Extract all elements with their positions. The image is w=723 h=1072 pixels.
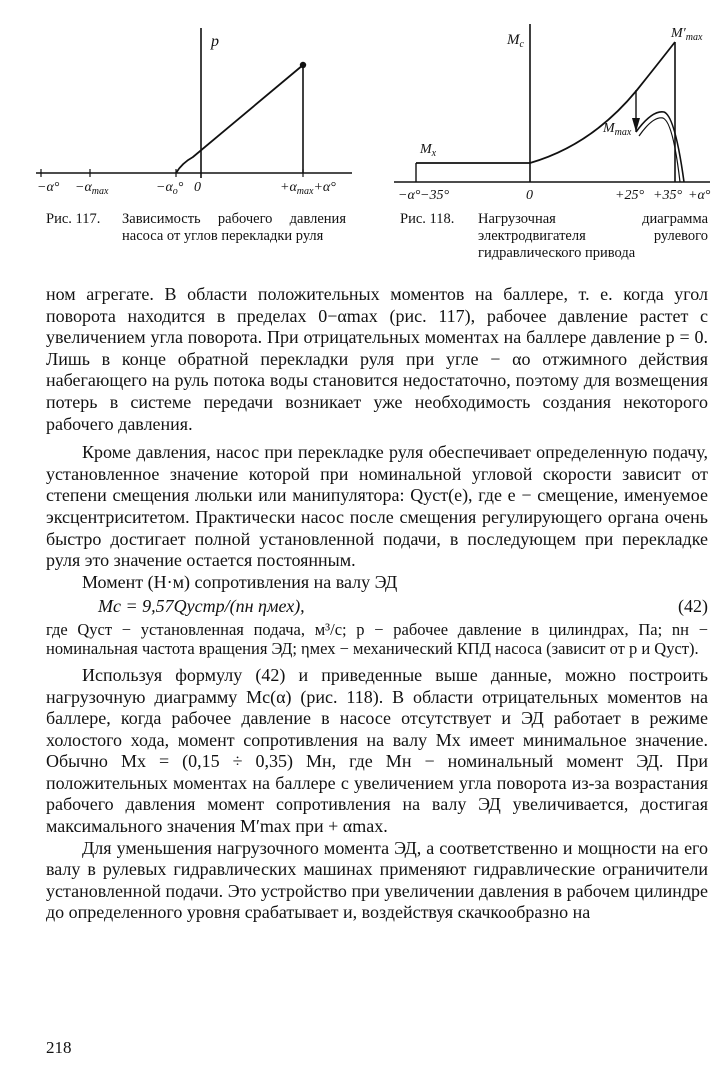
fig118-limited-curve	[636, 112, 684, 182]
formula-text: Mс = 9,57Qустp/(nн ηмех),	[98, 596, 305, 617]
paragraph-2: Кроме давления, насос при перекладке руля обеспечивает определенную подачу, установленное значение которой при номинальной угловой скорости зависит от степени смещения люльки или манипулятора: Qуст(e), где e − смещение, именуемое эксцентриситетом. Практически насос после смещения регулирующего органа очень быстро достигает полной установленной подачи, в последующем при перекладке руля это значение остается постоянным.	[46, 442, 708, 571]
body-text	[46, 284, 708, 924]
fig118-tick-label: +25°	[615, 188, 645, 200]
fig117-max-point	[300, 62, 306, 68]
fig118-y-label: $M_c$	[507, 32, 524, 50]
figure-117-caption	[46, 211, 356, 265]
fig118-mmax-label: $M_{max}$	[603, 121, 632, 138]
fig117-caption-number: Рис. 117.	[46, 211, 101, 227]
fig118-tick-label: +35°	[653, 188, 683, 200]
fig118-arrow-head	[632, 118, 640, 132]
paragraph-4: где Qуст − установленная подача, м³/с; p − рабочее давление в цилиндрах, Па; nн − номинальная частота вращения ЭД; ηмех − механический КПД насоса (зависит от p и Qуст).	[46, 619, 708, 659]
fig117-caption-text: Зависимость рабочего давления насоса от углов перекладки руля	[122, 211, 346, 244]
fig117-tick-label: −α° $-\alpha_{max}$	[37, 180, 109, 197]
fig117-tick-label: $+\alpha_{max}+\alpha^\circ$	[280, 180, 336, 197]
figure-118-caption	[400, 211, 710, 265]
fig118-tick-label: 0	[526, 188, 533, 200]
fig118-caption-number: Рис. 118.	[400, 211, 455, 227]
fig118-tick-label: −35°	[420, 188, 450, 200]
fig118-load-curve	[530, 42, 675, 163]
figure-118	[392, 20, 717, 200]
fig118-mx-label: $M_x$	[420, 142, 437, 159]
fig118-caption-text: Нагрузочная диаграмма электродвигателя рулевого гидравлического привода	[478, 211, 708, 261]
paragraph-5: Используя формулу (42) и приведенные выше данные, можно построить нагрузочную диаграмму Mс(α) (рис. 118). В области отрицательных моментов на баллере, когда рабочее давление в насосе отсутствует и ЭД работает в режиме холостого хода, момент сопротивления на валу Mx имеет минимальное значение. Обычно Mx = (0,15 ÷ 0,35) Mн, где Mн − номинальный момент ЭД. При положительных моментах на баллере с увеличением угла поворота из-за возрастания рабочего давления момент сопротивления на валу ЭД увеличивается, достигая максимального значения M′max при + αmax.	[46, 664, 708, 837]
fig117-pressure-curve	[176, 65, 303, 173]
formula-number: (42)	[678, 596, 708, 617]
fig118-tick-label: +α°	[688, 188, 711, 200]
fig117-tick-label: $-\alpha_o^\circ$	[156, 180, 184, 197]
page-number: 218	[46, 1038, 72, 1057]
fig117-y-label: p	[211, 33, 219, 50]
fig118-tick-label: −α°	[398, 188, 421, 200]
paragraph-6: Для уменьшения нагрузочного момента ЭД, а соответственно и мощности на его валу в рулевых гидравлических машинах применяют гидравлические ограничители установленной подачи. Это устройство при увеличении давления в рабочем цилиндре до определенного уровня срабатывает и, воздействуя скачкообразно на	[46, 837, 708, 923]
fig118-mmax-prime-label: $M'_{max}$	[671, 26, 703, 43]
figure-117	[30, 20, 360, 200]
paragraph-1: ном агрегате. В области положительных моментов на баллере, т. е. когда угол поворота находится в пределах 0−αmax (рис. 117), рабочее давление растет с увеличением угла поворота. При отрицательных моментах на баллере давление p = 0. Лишь в конце обратной перекладки руля при угле − αo отжимного действия набегающего на руль потока воды становится недостаточно, поэтому для возмещения потерь в системе передачи возникает уже необходимость создания некоторого рабочего давления.	[46, 284, 708, 434]
formula-42	[46, 596, 708, 618]
paragraph-3: Момент (Н·м) сопротивления на валу ЭД	[82, 571, 398, 592]
fig117-tick-label: 0	[194, 180, 201, 195]
